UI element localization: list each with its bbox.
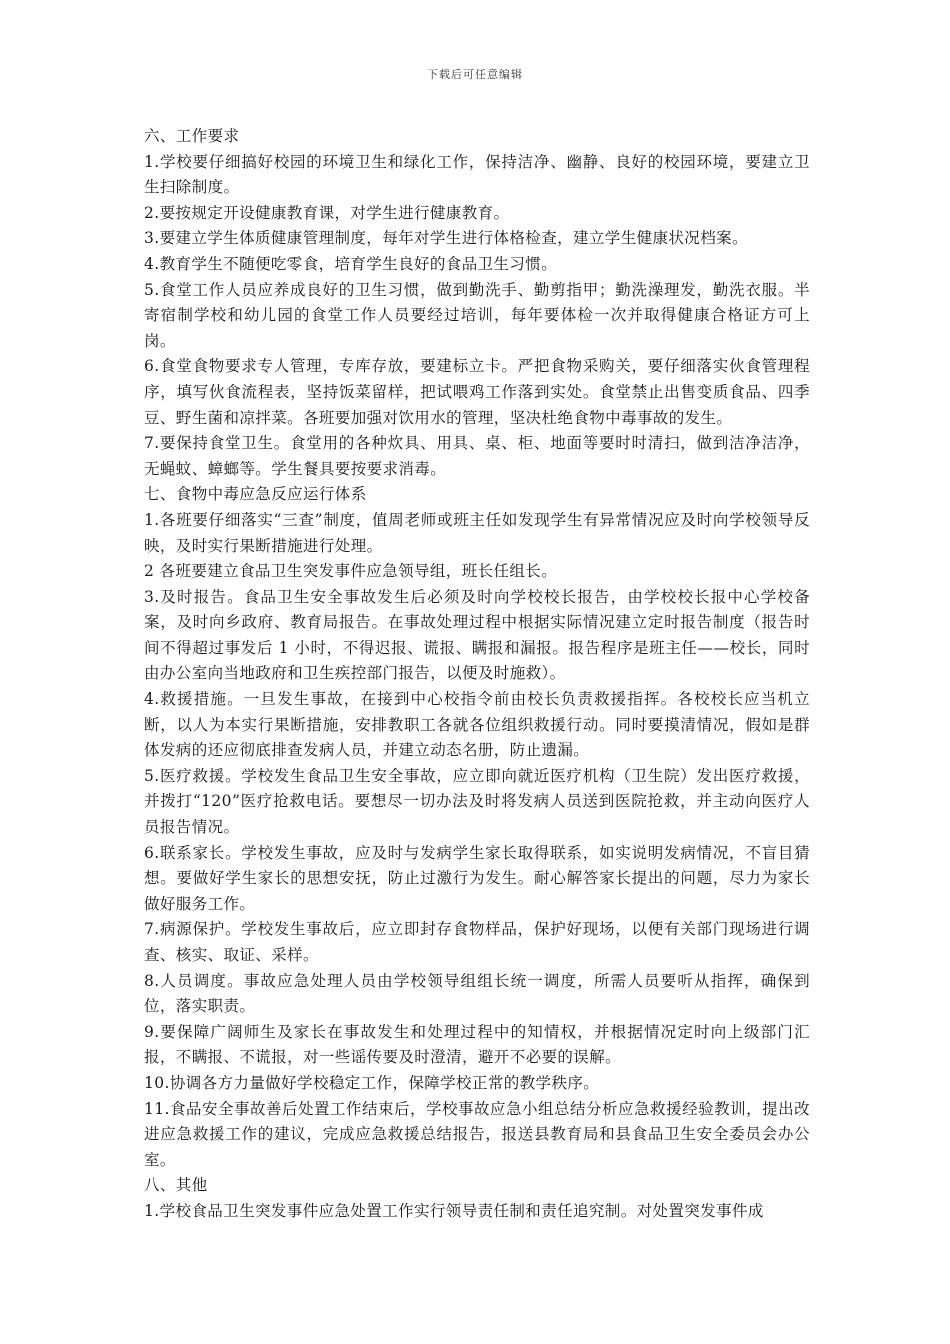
paragraph: 7.病源保护。学校发生事故后，应立即封存食物样品，保护好现场，以便有关部门现场进行调查、核实、取证、采样。 xyxy=(144,920,810,964)
paragraph: 9.要保障广阔师生及家长在事故发生和处理过程中的知情权，并根据情况定时向上级部门汇报，不瞒报、不谎报，对一些谣传要及时澄清，避开不必要的误解。 xyxy=(144,1022,810,1067)
paragraph: 3.及时报告。食品卫生安全事故发生后必须及时向学校校长报告，由学校校长报中心学校备案，及时向乡政府、教育局报告。在事故处理过程中根据实际情况建立定时报告制度（报告时间不得超过事发后 1 小时，不得迟报、谎报、瞒报和漏报。报告程序是班主任——校长，同时由办公室向当地政府和卫生疾控部门报告，以便及时施救）。 xyxy=(144,587,810,683)
paragraph: 10.协调各方力量做好学校稳定工作，保障学校正常的教学秩序。 xyxy=(144,1073,600,1092)
paragraph: 2 各班要建立食品卫生突发事件应急领导组，班长任组长。 xyxy=(144,562,558,581)
paragraph: 1.学校要仔细搞好校园的环境卫生和绿化工作，保持洁净、幽静、良好的校园环境，要建立卫生扫除制度。 xyxy=(144,152,810,197)
paragraph: 6.食堂食物要求专人管理，专库存放，要建标立卡。严把食物采购关，要仔细落实伙食管理程序，填写伙食流程表，坚持饭菜留样，把试喂鸡工作落到实处。食堂禁止出售变质食品、四季豆、野生菌和凉拌菜。各班要加强对饮用水的管理，坚决杜绝食物中毒事故的发生。 xyxy=(144,357,810,427)
paragraph: 8.人员调度。事故应急处理人员由学校领导组组长统一调度，所需人员要听从指挥，确保到位，落实职责。 xyxy=(144,971,810,1016)
paragraph: 1.各班要仔细落实“三查”制度，值周老师或班主任如发现学生有异常情况应及时向学校领导反映，及时实行果断措施进行处理。 xyxy=(144,510,810,555)
paragraph: 11.食品安全事故善后处置工作结束后，学校事故应急小组总结分析应急救援经验教训，提出改进应急救援工作的建议，完成应急救援总结报告，报送县教育局和县食品卫生安全委员会办公室。 xyxy=(144,1099,810,1169)
section-heading-6: 六、工作要求 xyxy=(144,127,240,145)
page-header-note: 下载后可任意编辑 xyxy=(427,68,523,81)
paragraph: 4.教育学生不随便吃零食，培育学生良好的食品卫生习惯。 xyxy=(144,254,558,273)
paragraph: 5.食堂工作人员应养成良好的卫生习惯，做到勤洗手、勤剪指甲；勤洗澡理发，勤洗衣服。半寄宿制学校和幼儿园的食堂工作人员要经过培训，每年要体检一次并取得健康合格证方可上岗。 xyxy=(144,280,810,350)
paragraph: 6.联系家长。学校发生事故，应及时与发病学生家长取得联系，如实说明发病情况，不盲目猜想。要做好学生家长的思想安抚，防止过激行为发生。耐心解答家长提出的问题，尽力为家长做好服务工作。 xyxy=(144,843,810,913)
paragraph: 7.要保持食堂卫生。食堂用的各种炊具、用具、桌、柜、地面等要时时清扫，做到洁净洁净，无蝇蚊、蟑螂等。学生餐具要按要求消毒。 xyxy=(144,434,810,478)
section-heading-8: 八、其他 xyxy=(144,1176,208,1195)
paragraph: 2.要按规定开设健康教育课，对学生进行健康教育。 xyxy=(144,203,510,222)
section-heading-7: 七、食物中毒应急反应运行体系 xyxy=(144,485,367,504)
document-body xyxy=(144,124,810,1225)
paragraph: 1.学校食品卫生突发事件应急处置工作实行领导责任制和责任追究制。对处置突发事件成 xyxy=(144,1201,764,1220)
paragraph: 5.医疗救援。学校发生食品卫生安全事故，应立即向就近医疗机构（卫生院）发出医疗救援，并拨打“120”医疗抢救电话。要想尽一切办法及时将发病人员送到医院抢救，并主动向医疗人员报告情况。 xyxy=(144,766,810,837)
paragraph: 3.要建立学生体质健康管理制度，每年对学生进行体格检查，建立学生健康状况档案。 xyxy=(144,229,748,248)
paragraph: 4.救援措施。一旦发生事故，在接到中心校指令前由校长负责救援指挥。各校校长应当机立断，以人为本实行果断措施，安排教职工各就各位组织救援行动。同时要摸清情况，假如是群体发病的还应彻底排查发病人员，并建立动态名册，防止遗漏。 xyxy=(144,690,810,760)
